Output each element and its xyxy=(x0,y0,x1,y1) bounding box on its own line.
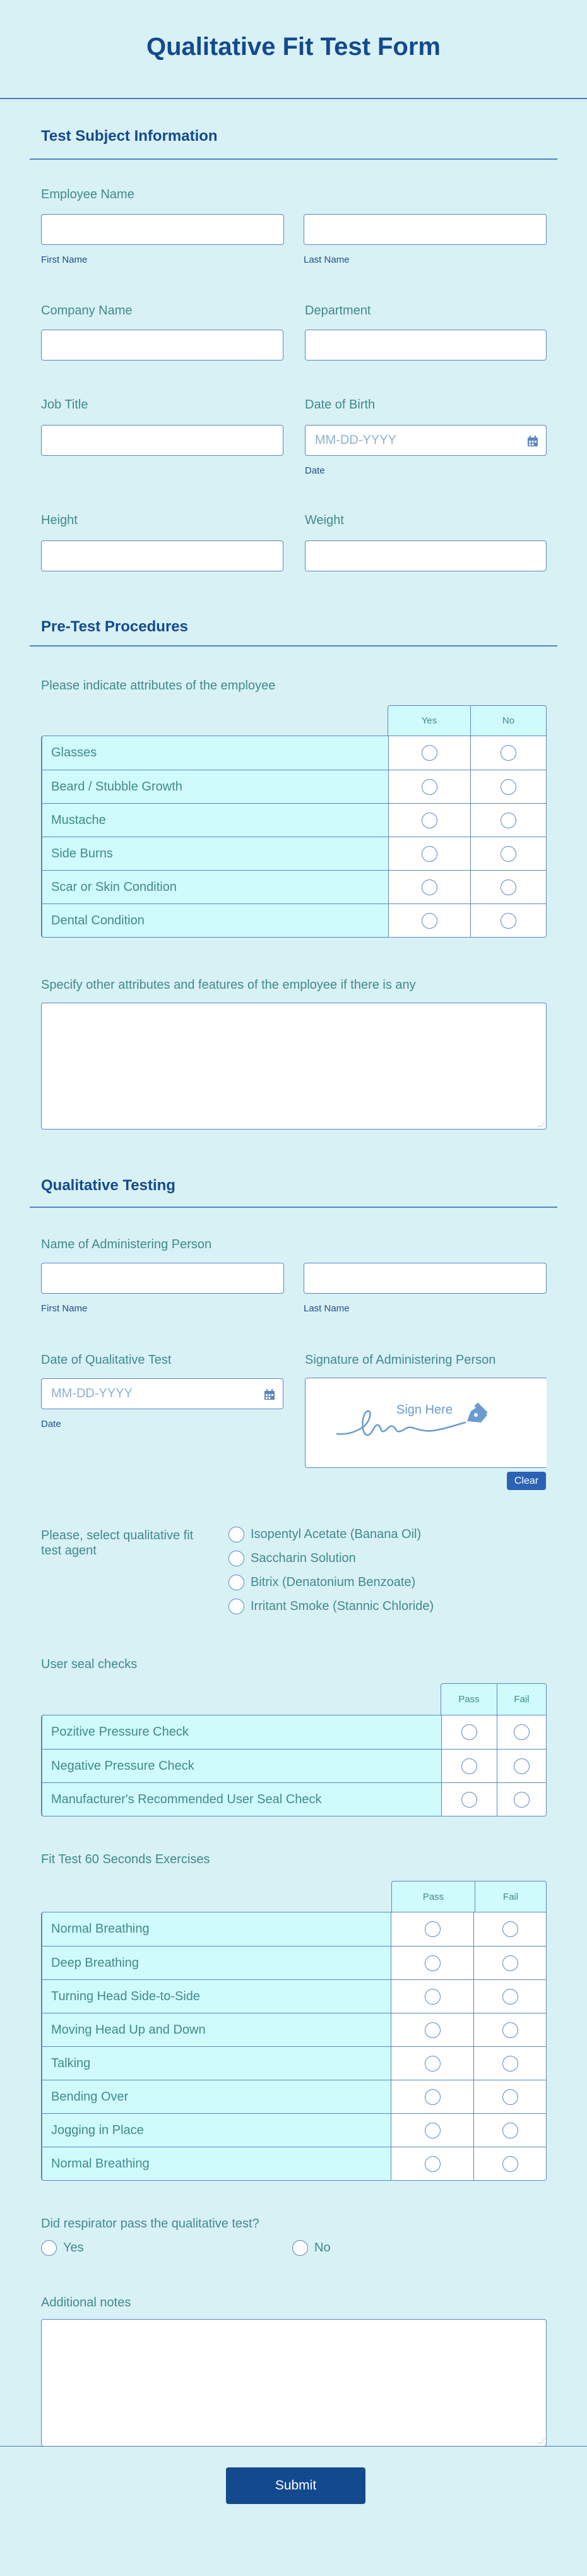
row-label: Manufacturer's Recommended User Seal Check xyxy=(42,1783,441,1816)
section-divider xyxy=(30,645,557,647)
exercises-matrix-header xyxy=(391,1881,547,1912)
seal-matrix-header xyxy=(441,1683,547,1715)
radio-fail[interactable] xyxy=(514,1724,530,1740)
job-title-label: Job Title xyxy=(41,398,88,412)
radio-pass[interactable] xyxy=(461,1792,477,1808)
footer-divider xyxy=(0,2446,587,2447)
row-label: Negative Pressure Check xyxy=(42,1750,441,1782)
row-label: Beard / Stubble Growth xyxy=(42,770,388,803)
department-label: Department xyxy=(305,304,371,318)
section-divider xyxy=(30,1207,557,1208)
radio-no[interactable] xyxy=(501,745,516,761)
row-label: Moving Head Up and Down xyxy=(42,2013,391,2046)
attributes-matrix-header xyxy=(388,705,547,736)
row-label: Mustache xyxy=(42,804,388,837)
radio-fail[interactable] xyxy=(502,1989,518,2005)
employee-first-name-input[interactable] xyxy=(41,214,284,245)
attributes-matrix xyxy=(41,736,547,938)
passed-option-yes[interactable] xyxy=(41,2240,84,2256)
column-header-fail: Fail xyxy=(497,1684,546,1715)
radio-fail[interactable] xyxy=(502,1921,518,1937)
row-label: Pozitive Pressure Check xyxy=(42,1715,441,1749)
radio-pass[interactable] xyxy=(425,2156,441,2172)
matrix-row xyxy=(42,2147,546,2180)
column-header-pass: Pass xyxy=(458,1694,480,1705)
radio-icon[interactable] xyxy=(228,1527,244,1542)
row-label: Normal Breathing xyxy=(42,1912,391,1946)
passed-question-label: Did respirator pass the qualitative test? xyxy=(41,2217,259,2231)
agent-option-banana-oil[interactable] xyxy=(228,1527,434,1542)
row-label: Bending Over xyxy=(42,2080,391,2113)
last-name-sublabel: Last Name xyxy=(304,1303,350,1314)
column-header-no: No xyxy=(470,706,546,736)
radio-pass[interactable] xyxy=(461,1724,477,1740)
pen-nib-icon xyxy=(336,1402,519,1446)
column-header-pass: Pass xyxy=(422,1891,444,1902)
option-label: Irritant Smoke (Stannic Chloride) xyxy=(251,1599,434,1613)
admin-last-name-input[interactable] xyxy=(304,1263,547,1294)
test-agent-label: Please, select qualitative fit test agent xyxy=(41,1529,194,1558)
test-date-input[interactable] xyxy=(41,1378,283,1409)
radio-fail[interactable] xyxy=(502,2022,518,2038)
calendar-icon[interactable] xyxy=(264,1389,275,1400)
height-input[interactable] xyxy=(41,540,283,571)
radio-icon[interactable] xyxy=(228,1551,244,1566)
radio-icon[interactable] xyxy=(292,2240,308,2256)
row-label: Turning Head Side-to-Side xyxy=(42,1980,391,2013)
section-divider xyxy=(30,158,557,160)
radio-yes[interactable] xyxy=(422,745,437,761)
signature-pad[interactable] xyxy=(305,1378,547,1468)
matrix-row xyxy=(42,770,546,803)
radio-fail[interactable] xyxy=(502,2089,518,2105)
dob-placeholder: MM-DD-YYYY xyxy=(315,433,396,447)
additional-notes-label: Additional notes xyxy=(41,2296,131,2310)
matrix-row xyxy=(42,1782,546,1816)
radio-pass[interactable] xyxy=(425,1921,441,1937)
additional-notes-textarea[interactable] xyxy=(41,2319,547,2447)
radio-pass[interactable] xyxy=(425,2089,441,2105)
matrix-row xyxy=(42,803,546,837)
department-input[interactable] xyxy=(305,330,547,361)
resize-handle-icon[interactable] xyxy=(537,2438,545,2443)
test-date-sublabel: Date xyxy=(41,1419,61,1429)
matrix-row xyxy=(42,1946,546,1979)
radio-icon[interactable] xyxy=(228,1575,244,1590)
radio-icon[interactable] xyxy=(41,2240,57,2256)
height-label: Height xyxy=(41,513,78,527)
first-name-sublabel: First Name xyxy=(41,1303,88,1314)
matrix-row xyxy=(42,2013,546,2046)
radio-no[interactable] xyxy=(501,846,516,862)
dob-input[interactable] xyxy=(305,425,547,456)
radio-yes[interactable] xyxy=(422,846,437,862)
radio-pass[interactable] xyxy=(425,1989,441,2005)
matrix-row xyxy=(42,736,546,770)
form-title: Qualitative Fit Test Form xyxy=(146,33,441,61)
employee-name-label: Employee Name xyxy=(41,188,134,201)
admin-first-name-input[interactable] xyxy=(41,1263,284,1294)
radio-pass[interactable] xyxy=(461,1758,477,1774)
other-attributes-label: Specify other attributes and features of the employee if there is any xyxy=(41,978,416,992)
matrix-row xyxy=(42,1715,546,1749)
radio-fail[interactable] xyxy=(502,1955,518,1971)
admin-name-label: Name of Administering Person xyxy=(41,1237,212,1251)
radio-icon[interactable] xyxy=(228,1599,244,1614)
row-label: Jogging in Place xyxy=(42,2114,391,2147)
radio-fail[interactable] xyxy=(514,1758,530,1774)
company-name-label: Company Name xyxy=(41,304,133,318)
radio-no[interactable] xyxy=(501,913,516,929)
section-title-pretest: Pre-Test Procedures xyxy=(41,618,188,635)
radio-no[interactable] xyxy=(501,779,516,795)
matrix-row xyxy=(42,1979,546,2013)
test-date-placeholder: MM-DD-YYYY xyxy=(51,1386,133,1400)
test-date-label: Date of Qualitative Test xyxy=(41,1353,172,1367)
employee-last-name-input[interactable] xyxy=(304,214,547,245)
radio-no[interactable] xyxy=(501,813,516,828)
radio-fail[interactable] xyxy=(502,2123,518,2138)
radio-pass[interactable] xyxy=(425,1955,441,1971)
radio-fail[interactable] xyxy=(514,1792,530,1808)
radio-fail[interactable] xyxy=(502,2056,518,2072)
radio-pass[interactable] xyxy=(425,2123,441,2138)
weight-label: Weight xyxy=(305,513,344,527)
resize-handle-icon[interactable] xyxy=(537,1121,545,1126)
company-name-input[interactable] xyxy=(41,330,283,361)
clear-signature-button[interactable]: Clear xyxy=(507,1472,546,1490)
section-title-qualitative-testing: Qualitative Testing xyxy=(41,1177,175,1194)
option-label: Yes xyxy=(63,2241,84,2255)
row-label: Normal Breathing xyxy=(42,2147,391,2180)
exercises-matrix xyxy=(41,1912,547,2181)
agent-option-bitrix[interactable] xyxy=(228,1575,434,1590)
submit-button[interactable]: Submit xyxy=(226,2467,365,2504)
signature-label: Signature of Administering Person xyxy=(305,1353,496,1367)
row-label: Dental Condition xyxy=(42,904,388,937)
column-header-fail: Fail xyxy=(475,1881,546,1912)
option-label: Isopentyl Acetate (Banana Oil) xyxy=(251,1527,422,1541)
radio-pass[interactable] xyxy=(425,2056,441,2072)
exercises-label: Fit Test 60 Seconds Exercises xyxy=(41,1852,210,1866)
radio-no[interactable] xyxy=(501,880,516,895)
attributes-label: Please indicate attributes of the employee xyxy=(41,679,276,693)
matrix-row xyxy=(42,1749,546,1782)
matrix-row xyxy=(42,2113,546,2147)
seal-matrix xyxy=(41,1715,547,1816)
dob-label: Date of Birth xyxy=(305,398,376,412)
row-label: Glasses xyxy=(42,736,388,770)
calendar-icon[interactable] xyxy=(527,436,538,447)
agent-option-irritant-smoke[interactable] xyxy=(228,1599,434,1614)
last-name-sublabel: Last Name xyxy=(304,254,350,265)
sign-here-hint: Sign Here xyxy=(396,1403,453,1417)
matrix-row xyxy=(42,837,546,870)
radio-fail[interactable] xyxy=(502,2156,518,2172)
passed-option-no[interactable] xyxy=(292,2240,331,2256)
radio-yes[interactable] xyxy=(422,913,437,929)
weight-input[interactable] xyxy=(305,540,547,571)
first-name-sublabel: First Name xyxy=(41,254,88,265)
option-label: No xyxy=(314,2241,331,2255)
column-header-yes: Yes xyxy=(421,715,437,726)
header-divider xyxy=(0,98,587,99)
agent-option-saccharin[interactable] xyxy=(228,1551,434,1566)
row-label: Scar or Skin Condition xyxy=(42,871,388,903)
job-title-input[interactable] xyxy=(41,425,283,456)
matrix-row xyxy=(42,2046,546,2080)
matrix-row xyxy=(42,903,546,937)
dob-sublabel: Date xyxy=(305,465,325,476)
radio-yes[interactable] xyxy=(422,813,437,828)
matrix-row xyxy=(42,1912,546,1946)
option-label: Saccharin Solution xyxy=(251,1551,356,1565)
test-agent-options xyxy=(228,1527,434,1614)
option-label: Bitrix (Denatonium Benzoate) xyxy=(251,1575,416,1589)
radio-yes[interactable] xyxy=(422,779,437,795)
matrix-row xyxy=(42,870,546,903)
radio-yes[interactable] xyxy=(422,880,437,895)
other-attributes-textarea[interactable] xyxy=(41,1003,547,1130)
row-label: Talking xyxy=(42,2047,391,2080)
section-title-test-subject: Test Subject Information xyxy=(41,128,218,145)
seal-checks-label: User seal checks xyxy=(41,1657,138,1671)
row-label: Side Burns xyxy=(42,837,388,870)
matrix-row xyxy=(42,2080,546,2113)
radio-pass[interactable] xyxy=(425,2022,441,2038)
row-label: Deep Breathing xyxy=(42,1947,391,1979)
